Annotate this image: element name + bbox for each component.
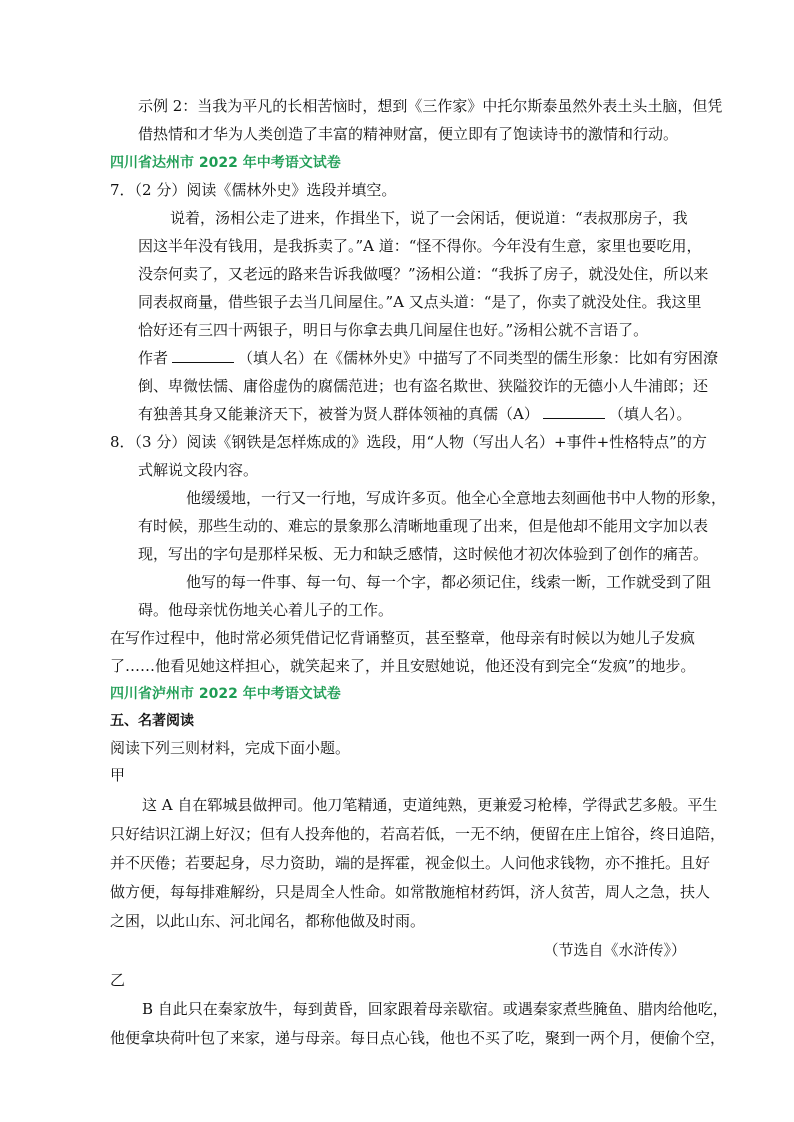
q8-passage-line: 他写的每一件事、每一句、每一个字，都必须记住，线索一断，工作就受到了阻 — [186, 573, 712, 591]
example-2-line-2: 借热情和才华为人类创造了丰富的精神财富，便立即有了饱读诗书的激情和行动。 — [138, 125, 679, 143]
question-8-heading-cont: 式解说文段内容。 — [138, 461, 259, 479]
q7-passage-line: 同表叔商量，借些银子去当几间屋住。”A 又点头道：“是了，你卖了就没处住。我这里 — [138, 293, 702, 311]
answer-blank[interactable] — [543, 404, 605, 419]
q7-fill-text: 有独善其身又能兼济天下，被誉为贤人群体领袖的真儒（A） — [138, 405, 539, 423]
material-yi-label: 乙 — [110, 971, 126, 989]
section-5-title: 五、名著阅读 — [110, 713, 194, 729]
q7-fill-text: 作者 — [138, 349, 169, 367]
material-jia-label: 甲 — [110, 766, 126, 784]
q7-fill-line-2: 倒、卑微怯懦、庸俗虚伪的腐儒范进；也有盗名欺世、狭隘狡诈的无德小人牛浦郎；还 — [138, 377, 709, 395]
yi-line: 他便拿块荷叶包了来家，递与母亲。每日点心钱，他也不买了吃，聚到一两个月，便偷个空， — [110, 1029, 726, 1047]
yi-line: B 自此只在秦家放牛，每到黄昏，回家跟着母亲歇宿。或遇秦家煮些腌鱼、腊肉给他吃， — [142, 1000, 728, 1018]
jia-line: 并不厌倦；若要起身，尽力资助，端的是挥霍，视金似土。人问他求钱物，亦不推托。且好 — [110, 854, 711, 872]
q7-fill-line-1 — [138, 348, 718, 368]
q8-passage-line: 现，写出的字句是那样呆板、无力和缺乏感情，这时候他才初次体验到了创作的痛苦。 — [138, 545, 709, 563]
answer-blank[interactable] — [172, 348, 234, 363]
q7-fill-line-3 — [138, 404, 691, 424]
q8-passage-line: 在写作过程中，他时常必须凭借记忆背诵整页，甚至整章，他母亲有时候以为她儿子发疯 — [110, 629, 696, 647]
q8-passage-line: 碍。他母亲忧伤地关心着儿子的工作。 — [138, 601, 394, 619]
q7-passage-line: 没奈何卖了，又老远的路来告诉我做嘎？”汤相公道：“我拆了房子，就没处住，所以来 — [138, 265, 709, 283]
question-7-heading: 7．（2 分）阅读《儒林外史》选段并填空。 — [110, 181, 397, 199]
source-heading-dazhou: 四川省达州市 2022 年中考语文试卷 — [110, 155, 341, 171]
section-5-intro: 阅读下列三则材料，完成下面小题。 — [110, 739, 351, 757]
q7-passage-line: 说着，汤相公走了进来，作揖坐下，说了一会闲话，便说道：“表叔那房子，我 — [170, 209, 688, 227]
jia-line: 之困，以此山东、河北闻名，都称他做及时雨。 — [110, 912, 426, 930]
q7-fill-text: （填人名）。 — [608, 405, 692, 423]
jia-source: （节选自《水浒传》） — [543, 941, 686, 959]
source-heading-luzhou: 四川省泸州市 2022 年中考语文试卷 — [110, 686, 341, 702]
q8-passage-line: 有时候，那些生动的、难忘的景象那么清晰地重现了出来，但是他却不能用文字加以表 — [138, 517, 709, 535]
q7-fill-text: （填人名）在《儒林外史》中描写了不同类型的儒生形象：比如有穷困潦 — [238, 349, 719, 367]
question-8-heading: 8．（3 分）阅读《钢铁是怎样炼成的》选段，用“人物（写出人名）+事件+性格特点”的方 — [110, 433, 707, 451]
jia-line: 做方便，每每排难解纷，只是周全人性命。如常散施棺材药饵，济人贫苦，周人之急，扶人 — [110, 883, 711, 901]
jia-line: 这 A 自在郓城县做押司。他刀笔精通，吏道纯熟，更兼爱习枪棒，学得武艺多般。平生 — [142, 796, 718, 814]
example-2-line-1: 示例 2：当我为平凡的长相苦恼时，想到《三作家》中托尔斯泰虽然外表土头土脑，但凭 — [138, 97, 723, 115]
q7-passage-line: 恰好还有三四十两银子，明日与你拿去典几间屋住也好。”汤相公就不言语了。 — [138, 321, 649, 339]
jia-line: 只好结识江湖上好汉；但有人投奔他的，若高若低，一无不纳，便留在庄上馆谷，终日追陪， — [110, 825, 726, 843]
q7-passage-line: 因这半年没有钱用，是我拆卖了。”A 道：“怪不得你。今年没有生意，家里也要吃用， — [138, 237, 702, 255]
q8-passage-line: 他缓缓地，一行又一行地，写成许多页。他全心全意地去刻画他书中人物的形象， — [186, 489, 727, 507]
q8-passage-line: 了……他看见她这样担心，就笑起来了，并且安慰她说，他还没有到完全“发疯”的地步。 — [110, 657, 696, 675]
